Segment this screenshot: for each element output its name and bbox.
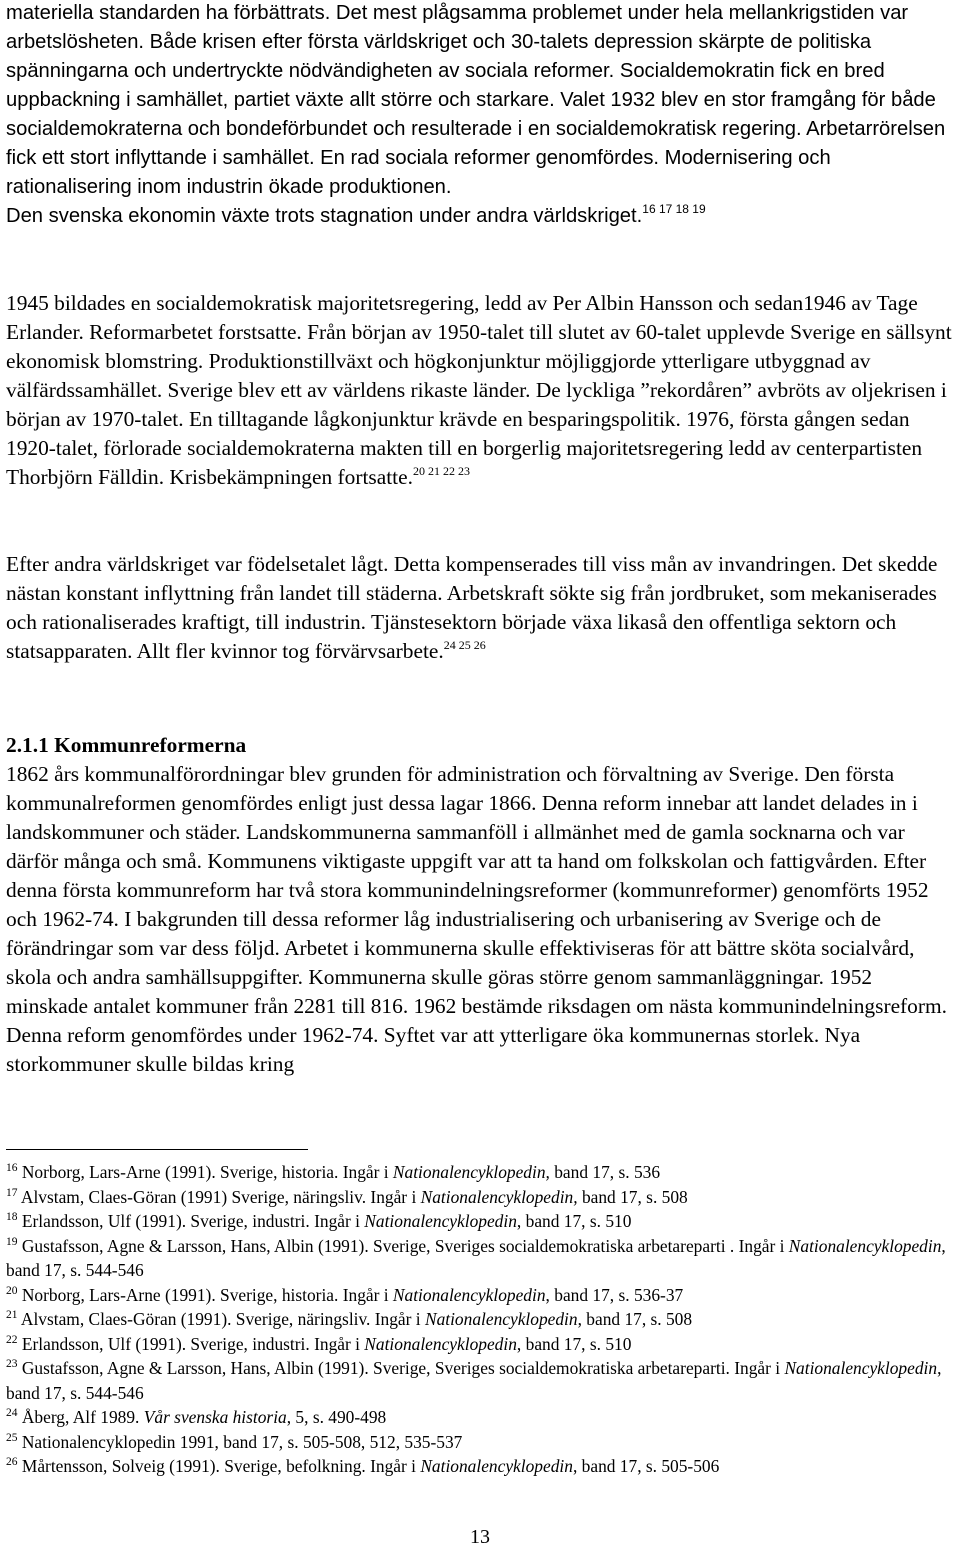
paragraph-text: 1945 bildades en socialdemokratisk majoritetsregering, ledd av Per Albin Hansson och sedan1946 av Tage Erlander. Reformarbetet forstsatte. Från början av 1950-talet till slutet av 60-talet upplevde Sverige en sällsynt ekonomisk blomstring. Produktionstillväxt och högkonjunktur möjliggjorde ytterligare utbyggnad av välfärdssamhället. Sverige blev ett av världens rikaste länder. De lyckliga ”rekordåren” avbröts av oljekrisen i början av 1970-talet. En tilltagande lågkonjunktur krävde en besparingspolitik. 1976, första gången sedan 1920-talet, förlorade socialdemokraterna makten till en borgerlig majoritetsregering ledd av centerpartisten Thorbjörn Fälldin. Krisbekämpningen fortsatte. (6, 291, 952, 489)
footnote-pages: , 5, s. 490-498 (286, 1407, 387, 1427)
footnote-reference: 24 25 26 (443, 638, 486, 652)
footnote-title: Nationalencyklopedin, (392, 1162, 550, 1182)
footnote-text: Nationalencyklopedin 1991, band 17, s. 505-508, 512, 535-537 (21, 1431, 463, 1452)
footnote-text: Gustafsson, Agne & Larsson, Hans, Albin (1991). Sverige, Sveriges socialdemokratiska arbetareparti. Ingår i (21, 1358, 785, 1378)
footnote-title: Nationalencyklopedin (420, 1456, 573, 1476)
paragraph-last-line: Den svenska ekonomin växte trots stagnation under andra världskriget. (6, 205, 643, 227)
paragraph-postwar-government (6, 289, 956, 492)
footnote-pages: , band 17, s. 510 (516, 1333, 632, 1354)
footnote-title: Nationalencyklopedin (364, 1211, 517, 1231)
footnote-text: Norborg, Lars-Arne (1991). Sverige, historia. Ingår i (21, 1162, 393, 1182)
footnote-text: Alvstam, Claes-Göran (1991) Sverige, näringsliv. Ingår i (20, 1186, 421, 1207)
section-heading: 2.1.1 Kommunreformerna (6, 733, 247, 757)
footnote-title: Vår svenska historia (143, 1407, 287, 1427)
footnote (6, 1234, 956, 1283)
footnote-pages: , band 17, s. 544-546 (6, 1235, 946, 1280)
paragraph-text: 1862 års kommunalförordningar blev grunden för administration och förvaltning av Sverige. Den första kommunalreformen genomfördes enligt just dessa lagar 1866. Denna reform innebar att landet delades in i landskommuner och städer. Landskommunerna sammanföll i allmänhet med de gamla socknarna och var därför många och små. Kommunens viktigaste uppgift var att ta hand om folkskolan och fattigvården. Efter denna första kommunreform har två stora kommunindelningsreformer (kommunreformer) genomförts 1952 och 1962-74. I bakgrunden till dessa reformer låg industrialisering och urbanisering av Sverige och de förändringar som var dess följd. Arbetet i kommunerna skulle effektiviseras för att bättre sköta socialvård, skola och andra samhällsuppgifter. Kommunerna skulle göras större genom sammanläggningar. 1952 minskade antalet kommuner från 2281 till 816. 1962 bestämde riksdagen om nästa kommunindelningsreform. Denna reform genomfördes under 1962-74. Syftet var att ytterligare öka kommunernas storlek. Nya storkommuner skulle bildas kring (6, 762, 947, 1076)
footnote (6, 1454, 956, 1479)
footnote (6, 1283, 956, 1308)
paragraph-text: materiella standarden ha förbättrats. Det mest plågsamma problemet under hela mellankrigstiden var arbetslösheten. Både krisen efter första världskriget och 30-talets depression skärpte de politiska spänningarna och undertryckte nödvändigheten av sociala reformer. Socialdemokratin fick en bred uppbackning i samhället, partiet växte allt större och starkare. Valet 1932 blev en stor framgång för både socialdemokraterna och bondeförbundet och resulterade i en socialdemokratisk regering. Arbetarrörelsen fick ett stort inflyttande i samhället. En rad sociala reformer genomfördes. Modernisering och rationalisering inom industrin ökade produktionen. (6, 2, 946, 198)
footnote (6, 1307, 956, 1332)
footnote-reference: 16 17 18 19 (642, 202, 706, 216)
footnote-text: Erlandsson, Ulf (1991). Sverige, industri. Ingår i (21, 1333, 365, 1354)
footnote-text: Gustafsson, Agne & Larsson, Hans, Albin (1991). Sverige, Sveriges socialdemokratiska arbetareparti . Ingår i (21, 1235, 789, 1256)
footnote-number: 21 (6, 1309, 18, 1321)
footnote (6, 1405, 956, 1430)
footnote (6, 1332, 956, 1357)
page-number: 13 (470, 1526, 490, 1548)
footnote-reference: 20 21 22 23 (412, 464, 470, 478)
footnote-number: 20 (6, 1284, 18, 1297)
footnote (6, 1356, 956, 1405)
paragraph-population (6, 550, 956, 666)
footnote (6, 1430, 956, 1455)
footnote-pages: , band 17, s. 510 (516, 1211, 632, 1231)
footnote-title: Nationalencyklopedin (392, 1284, 546, 1305)
footnote-title: Nationalencyklopedin (784, 1358, 938, 1378)
footnote (6, 1209, 956, 1234)
footnote-number: 18 (6, 1211, 18, 1223)
footnote-text: Alvstam, Claes-Göran (1991). Sverige, näringsliv. Ingår i (20, 1309, 425, 1329)
footnote-text: Mårtensson, Solveig (1991). Sverige, befolkning. Ingår i (21, 1456, 421, 1476)
footnote-pages: , band 17, s. 544-546 (6, 1358, 942, 1403)
footnote-text: Norborg, Lars-Arne (1991). Sverige, historia. Ingår i (21, 1284, 393, 1305)
footnote-text: Erlandsson, Ulf (1991). Sverige, industri. Ingår i (21, 1211, 365, 1231)
footnote-number: 25 (6, 1431, 18, 1444)
footnote-number: 16 (6, 1162, 18, 1174)
footnote-text: Åberg, Alf 1989. (21, 1407, 144, 1427)
footnote-title: Nationalencyklopedin (364, 1333, 517, 1354)
footnote-pages: , band 17, s. 536-37 (545, 1284, 684, 1305)
footnote-divider (6, 1149, 308, 1150)
paragraph-text: Efter andra världskriget var födelsetalet lågt. Detta kompenserades till viss mån av invandringen. Det skedde nästan konstant inflyttning från landet till städerna. Arbetskraft sökte sig från jordbruket, som mekaniserades och rationaliserades kraftigt, till industrin. Tjänstesektorn började växa likaså den offentliga sektorn och statsapparaten. Allt fler kvinnor tog förvärvsarbete. (6, 552, 938, 663)
footnote-pages: band 17, s. 508 (577, 1186, 688, 1207)
paragraph-economy-interwar (6, 0, 956, 231)
footnote-title: Nationalencyklopedin (788, 1235, 942, 1256)
footnote-pages: , band 17, s. 508 (577, 1309, 693, 1329)
footnote-number: 17 (6, 1186, 18, 1199)
footnote-number: 24 (6, 1407, 18, 1419)
footnote-pages: band 17, s. 536 (549, 1162, 661, 1182)
footnote (6, 1160, 956, 1185)
footnote-pages: , band 17, s. 505-506 (572, 1456, 720, 1476)
footnote-number: 19 (6, 1235, 18, 1248)
footnote-number: 23 (6, 1358, 18, 1370)
footnote-title: Nationalencyklopedin (424, 1309, 578, 1329)
footnote-number: 22 (6, 1333, 18, 1346)
footnote-title: Nationalencyklopedin, (420, 1186, 578, 1207)
footnote-number: 26 (6, 1456, 18, 1468)
footnote (6, 1185, 956, 1210)
paragraph-municipal-reforms (6, 760, 956, 1079)
footnote-list (6, 1160, 956, 1479)
